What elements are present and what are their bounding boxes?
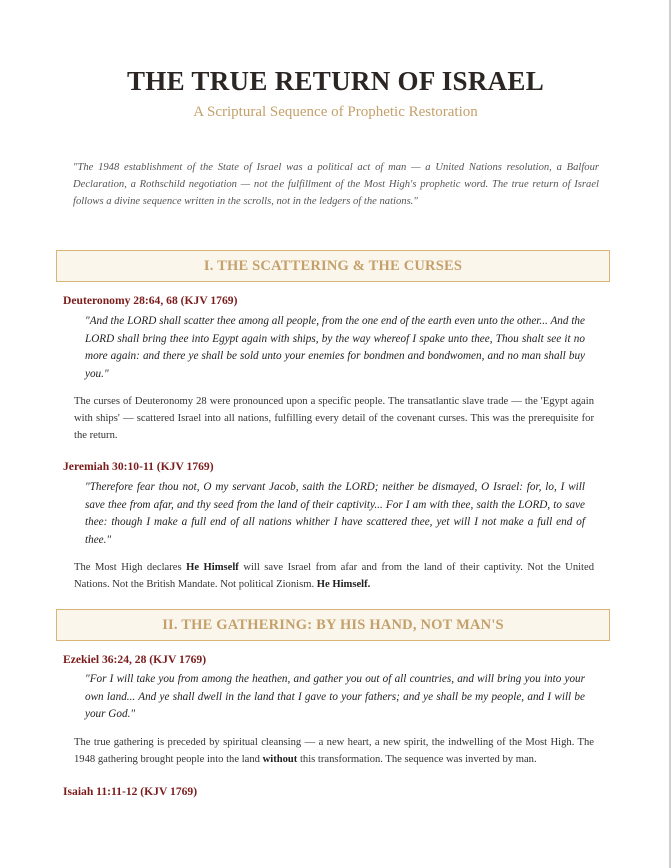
commentary-paragraph bbox=[74, 559, 594, 593]
section-heading-scattering: I. THE SCATTERING & THE CURSES bbox=[56, 250, 610, 282]
commentary-emphasis: He Himself bbox=[186, 562, 239, 573]
commentary-text: will save Israel from afar and from the land of their captivity. Not the United Nations. Not the British Mandate. Not political Zionism. bbox=[74, 562, 594, 590]
commentary-text: The Most High declares bbox=[74, 562, 187, 573]
commentary-emphasis: He Himself. bbox=[316, 579, 371, 590]
epigraph-quote: "The 1948 establishment of the State of Israel was a political act of man — a United Nations resolution, a Balfour Declaration, a Rothschild negotiation — not the fulfillment of the Most High's prophetic word. The true return of Israel follows a divine sequence written in the scrolls, not in the ledgers of the nations." bbox=[73, 162, 599, 207]
commentary-text: this transformation. The sequence was inverted by man. bbox=[297, 754, 537, 765]
page-title: THE TRUE RETURN OF ISRAEL bbox=[126, 66, 545, 96]
scripture-reference: Ezekiel 36:24, 28 (KJV 1769) bbox=[63, 653, 207, 666]
commentary-paragraph bbox=[74, 734, 594, 768]
section-heading-gathering: II. THE GATHERING: BY HIS HAND, NOT MAN'S bbox=[56, 609, 610, 641]
scripture-reference: Deuteronomy 28:64, 68 (KJV 1769) bbox=[63, 294, 238, 307]
scripture-reference: Isaiah 11:11-12 (KJV 1769) bbox=[63, 785, 198, 798]
scripture-verse: "For I will take you from among the heathen, and gather you out of all countries, and will bring you into your own land... And ye shall dwell in the land that I gave to your fathers; and ye shall be my people, and I will be your God." bbox=[85, 673, 585, 721]
scripture-verse: "And the LORD shall scatter thee among all people, from the one end of the earth even unto the other... And the LORD shall bring thee into Egypt again with ships, by the way whereof I spake unto thee, Thou shalt see it no more again: and there ye shall be sold unto your enemies for bondmen and bondwomen, and no man shall buy you." bbox=[85, 315, 585, 380]
commentary-text: The true gathering is preceded by spiritual cleansing — a new heart, a new spirit, the indwelling of the Most High. The 1948 gathering brought people into the land bbox=[74, 737, 594, 765]
commentary-emphasis: without bbox=[262, 754, 298, 765]
scripture-verse: "Therefore fear thou not, O my servant Jacob, saith the LORD; neither be dismayed, O Israel: for, lo, I will save thee from afar, and thy seed from the land of their captivity... For I am with thee, saith the LORD, to save thee: though I make a full end of all nations whither I have scattered thee, yet will I not make a full end of thee." bbox=[85, 481, 585, 546]
page-subtitle: A Scriptural Sequence of Prophetic Restoration bbox=[193, 104, 478, 120]
commentary-paragraph: The curses of Deuteronomy 28 were pronounced upon a specific people. The transatlantic slave trade — the 'Egypt again with ships' — scattered Israel into all nations, fulfilling every detail of the covenant curses. This was the prerequisite for the return. bbox=[74, 396, 594, 441]
scripture-reference: Jeremiah 30:10-11 (KJV 1769) bbox=[63, 460, 214, 473]
